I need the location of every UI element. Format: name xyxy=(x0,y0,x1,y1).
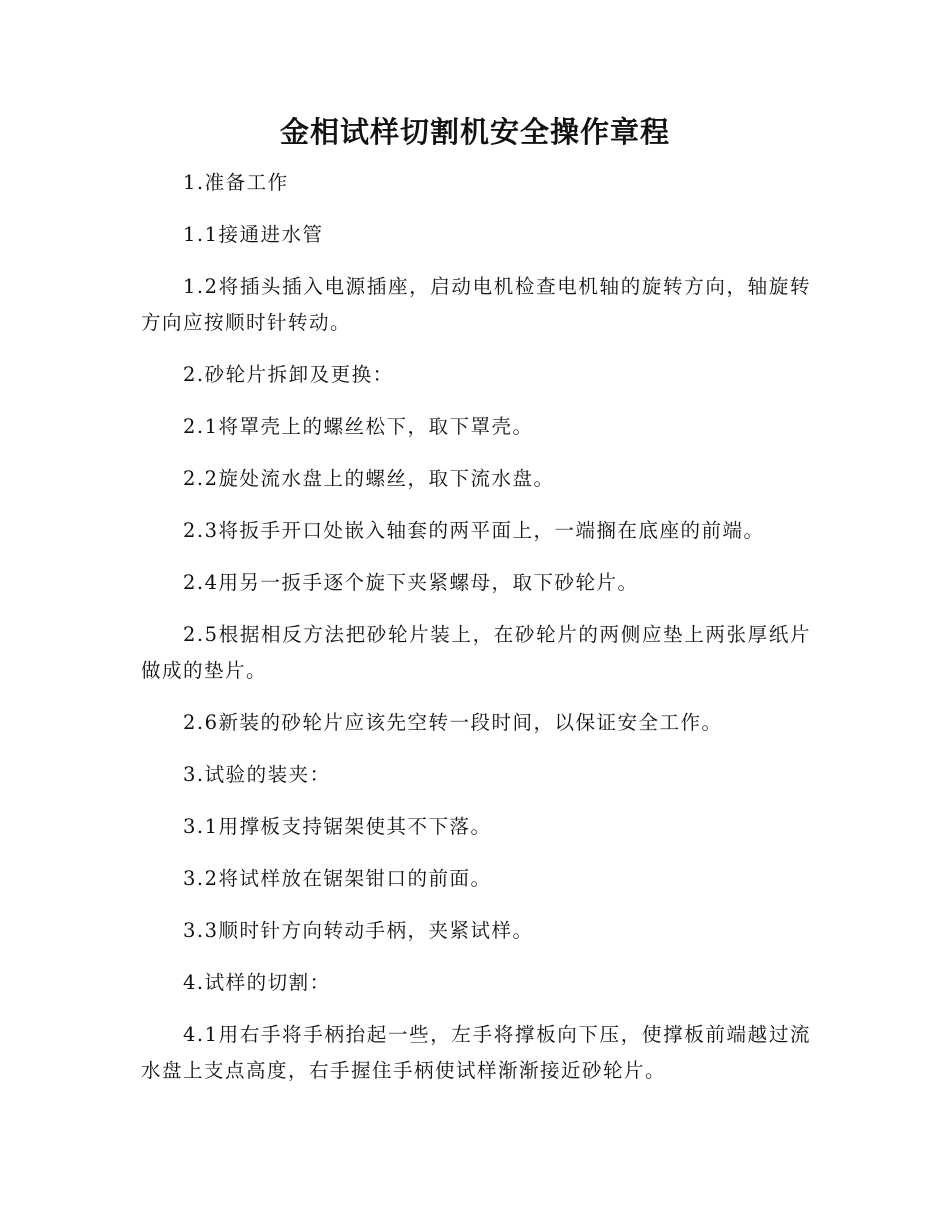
section-heading-3: 3.试验的装夹： xyxy=(183,763,331,786)
document-title: 金相试样切割机安全操作章程 xyxy=(279,115,670,149)
paragraph-3-3: 3.3顺时针方向转动手柄，夹紧试样。 xyxy=(183,919,534,942)
paragraph-4-1: 4.1用右手将手柄抬起一些，左手将撑板向下压，使撑板前端越过流水盘上支点高度，右手握住手柄使试样渐渐接近砂轮片。 xyxy=(141,1023,811,1082)
paragraph-1-1: 1.1接通进水管 xyxy=(183,223,324,246)
paragraph-2-6: 2.6新装的砂轮片应该先空转一段时间，以保证安全工作。 xyxy=(183,711,723,734)
document-body xyxy=(141,165,811,1105)
paragraph-3-2: 3.2将试样放在锯架钳口的前面。 xyxy=(183,867,492,890)
paragraph-2-5: 2.5根据相反方法把砂轮片装上，在砂轮片的两侧应垫上两张厚纸片做成的垫片。 xyxy=(141,623,811,682)
paragraph-2-4: 2.4用另一扳手逐个旋下夹紧螺母，取下砂轮片。 xyxy=(183,571,639,594)
paragraph-2-1: 2.1将罩壳上的螺丝松下，取下罩壳。 xyxy=(183,415,534,438)
paragraph-2-2: 2.2旋处流水盘上的螺丝，取下流水盘。 xyxy=(183,467,555,490)
paragraph-1-2: 1.2将插头插入电源插座，启动电机检查电机轴的旋转方向，轴旋转方向应按顺时针转动。 xyxy=(141,275,811,334)
section-heading-4: 4.试样的切割： xyxy=(183,971,331,994)
paragraph-2-3: 2.3将扳手开口处嵌入轴套的两平面上，一端搁在底座的前端。 xyxy=(183,519,765,542)
section-heading-2: 2.砂轮片拆卸及更换： xyxy=(183,363,394,386)
section-heading-1: 1.准备工作 xyxy=(183,171,289,194)
paragraph-3-1: 3.1用撑板支持锯架使其不下落。 xyxy=(183,815,492,838)
